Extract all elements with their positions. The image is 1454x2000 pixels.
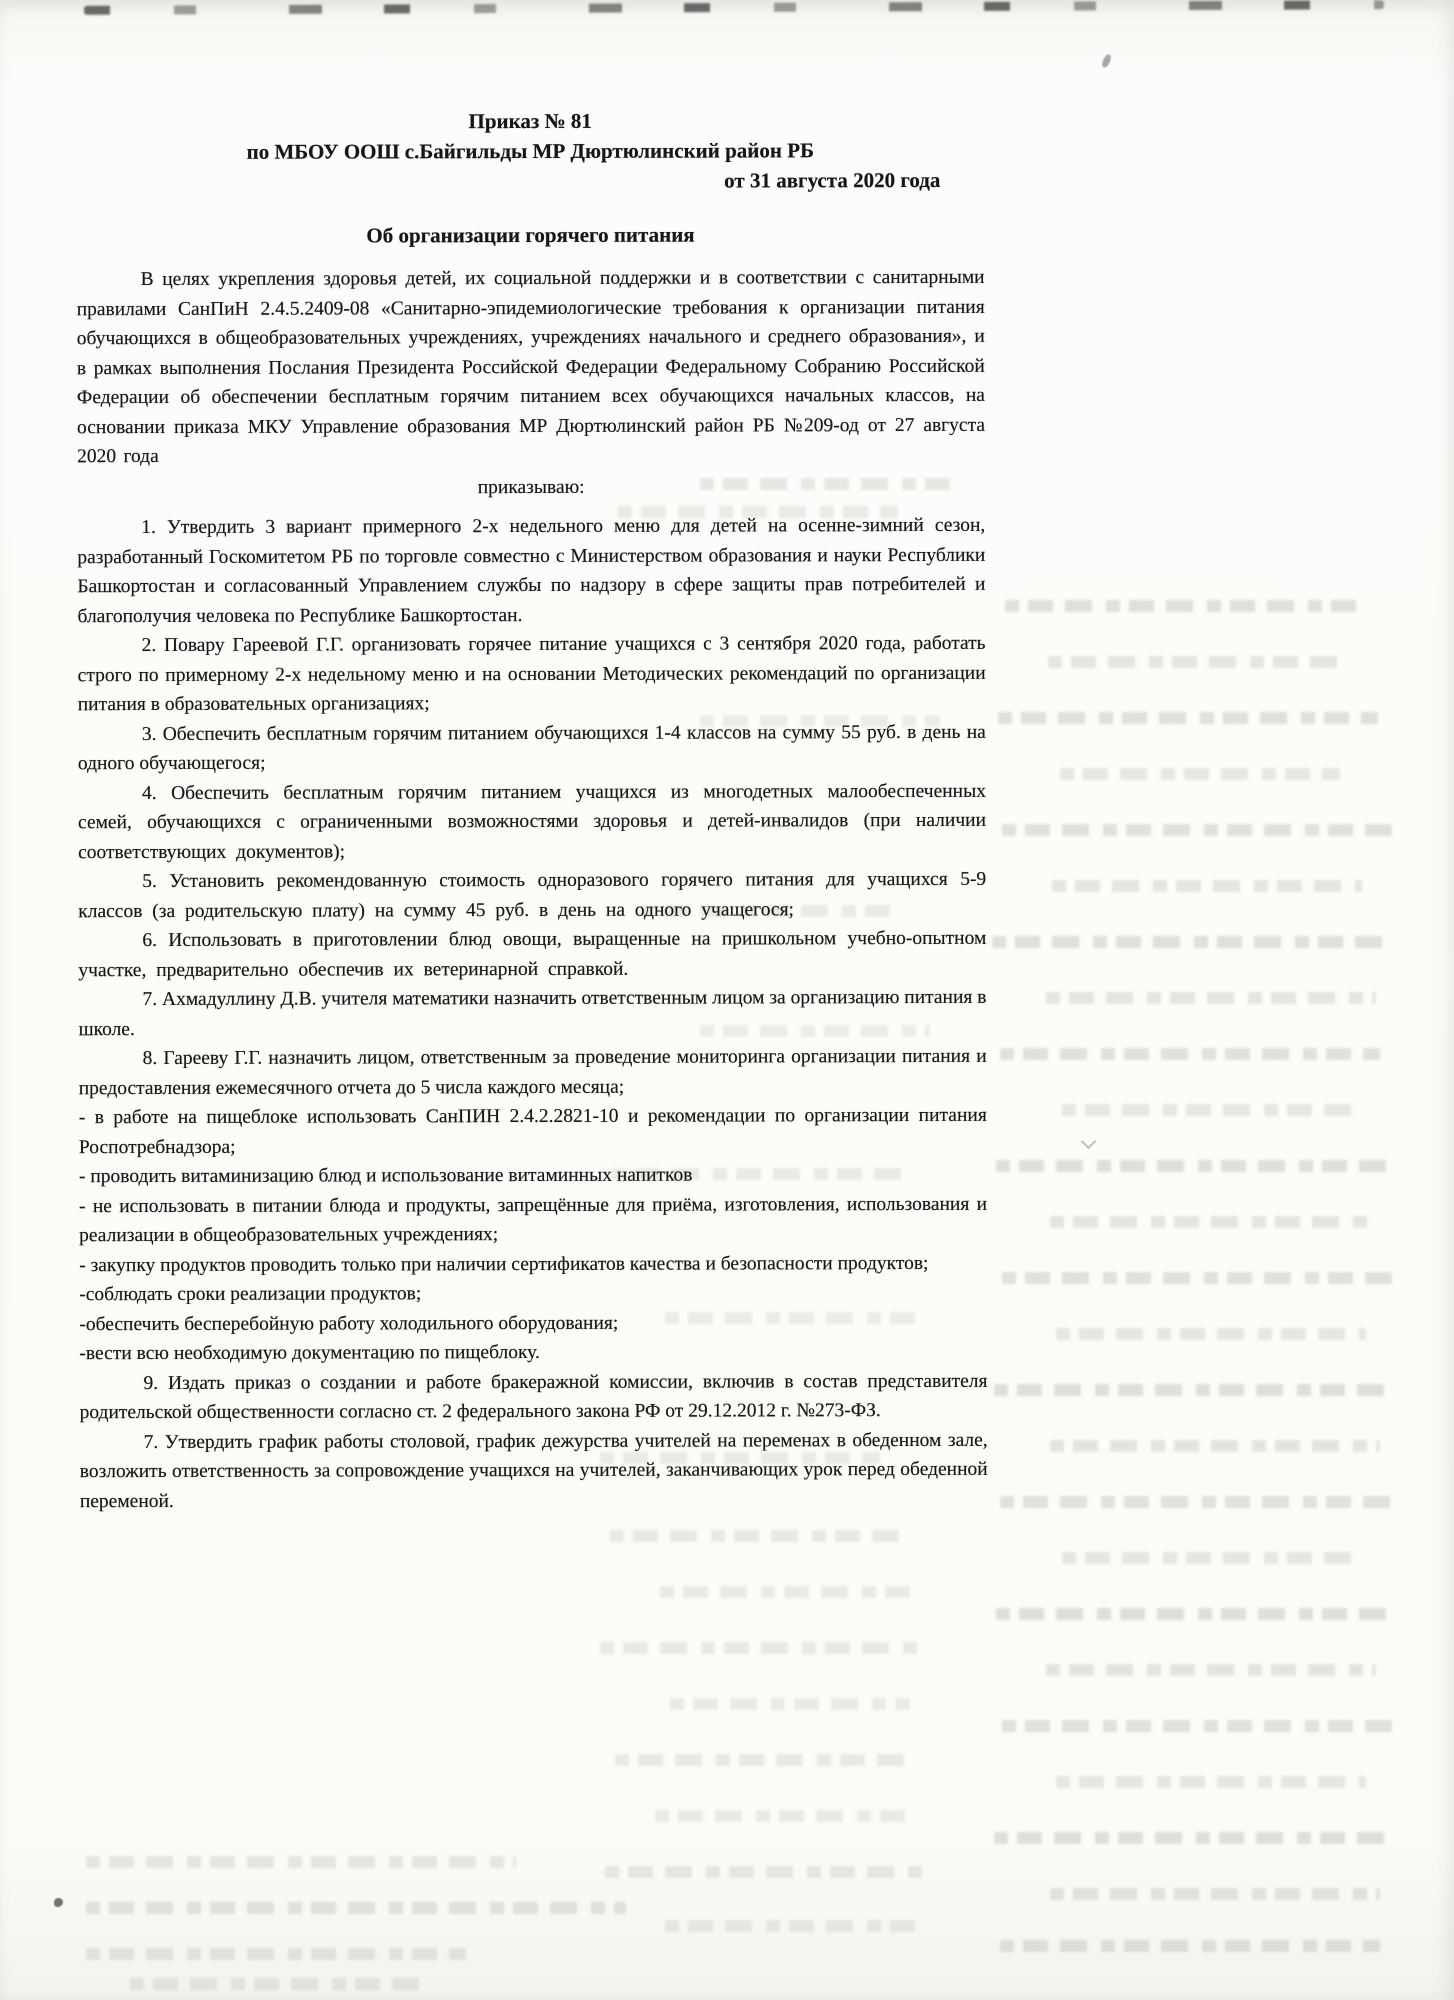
- intro-paragraph: В целях укрепления здоровья детей, их социальной поддержки и в соответствии с санитарными правилами СанПиН 2.4.5.2409-08 «Санитарно-эпидемиологические требования к организации питания обучающихся в общеобразовательных учреждениях, учреждениях начального и среднего образования», и в рамках выполнения Послания Президента Российской Федерации Федеральному Собранию Российской Федерации об обеспечении бесплатным горячим питанием всех обучающихся начальных классов, на основании приказа МКУ Управление образования МР Дюртюлинский район РБ №209-од от 27 августа 2020 года: [76, 266, 986, 468]
- document-organization: по МБОУ ООШ с.Байгильды МР Дюртюлинский район РБ: [246, 138, 814, 164]
- bleedthrough-line: [1046, 1664, 1376, 1676]
- order-paragraph: - не использовать в питании блюда и продукты, запрещённые для приёма, изготовления, использования и реализации в общеобразовательных учреждениях;: [79, 1193, 988, 1247]
- document-title: Приказ № 81: [468, 108, 592, 134]
- order-paragraph: 9. Издать приказ о создании и работе бракеражной комиссии, включив в состав представителя родительской общественности согласно ст. 2 федерального закона РФ от 29.12.2012 г. №273-ФЗ.: [79, 1370, 988, 1424]
- order-paragraph: - в работе на пищеблоке использовать СанПИН 2.4.2.2821-10 и рекомендации по организации питания Роспотребнадзора;: [78, 1104, 987, 1158]
- order-items: [77, 511, 988, 1516]
- bleedthrough-line: [994, 1384, 1394, 1396]
- order-paragraph: 1. Утвердить 3 вариант примерного 2-х недельного меню для детей на осенне-зимний сезон, разработанный Госкомитетом РБ по торговле совместно с Министерством образования и науки Республики Башкортостан и согласованный Управлением службы по надзору в сфере защиты прав потребителей и благополучия человека по Республике Башкортостан.: [77, 514, 986, 627]
- order-paragraph: -вести всю необходимую документацию по пищеблоку.: [79, 1341, 540, 1365]
- bleedthrough-line: [1005, 600, 1365, 612]
- order-paragraph: - закупку продуктов проводить только при наличии сертификатов качества и безопасности продуктов;: [79, 1252, 929, 1276]
- order-paragraph: -обеспечить бесперебойную работу холодильного оборудования;: [79, 1312, 619, 1335]
- document-date: от 31 августа 2020 года: [724, 167, 941, 193]
- bleedthrough-line: [996, 1608, 1396, 1620]
- order-paragraph: - проводить витаминизацию блюд и использование витаминных напитков: [78, 1164, 693, 1188]
- bleedthrough-line: [1046, 992, 1376, 1004]
- order-paragraph: 7. Ахмадуллину Д.В. учителя математики назначить ответственным лицом за организацию питания в школе.: [78, 986, 987, 1040]
- bleedthrough-line: [1050, 1888, 1380, 1900]
- bleedthrough-line: [610, 1530, 910, 1542]
- bleedthrough-line: [655, 1810, 915, 1822]
- bleedthrough-line: [996, 1160, 1396, 1172]
- bleedthrough-line: [86, 1902, 626, 1914]
- bleedthrough-line: [998, 712, 1378, 724]
- bleedthrough-line: [1048, 656, 1348, 668]
- bleedthrough-line: [1000, 1940, 1380, 1952]
- bleedthrough-line: [130, 1978, 430, 1990]
- bleedthrough-line: [1000, 1048, 1380, 1060]
- bleedthrough-line: [1050, 1440, 1380, 1452]
- bleedthrough-line: [605, 1866, 925, 1878]
- bleedthrough-line: [1000, 1496, 1395, 1508]
- order-paragraph: 2. Повару Гареевой Г.Г. организовать горячее питание учащихся с 3 сентября 2020 года, работать строго по примерному 2-х недельному меню и на основании Методических рекомендаций по организации питания в образовательных организациях;: [77, 632, 986, 716]
- bleedthrough-line: [660, 1586, 920, 1598]
- bleedthrough-line: [1060, 768, 1340, 780]
- order-paragraph: 7. Утвердить график работы столовой, график дежурства учителей на переменах в обеденном зале, возложить ответственность за сопровождение учащихся на учителей, заканчивающих урок перед обеденной переменой.: [79, 1429, 988, 1512]
- order-paragraph: 8. Гарееву Г.Г. назначить лицом, ответственным за проведение мониторинга организации питания и предоставления ежемесячного отчета до 5 числа каждого месяца;: [78, 1045, 987, 1099]
- scanner-edge-artifact: [84, 0, 1384, 15]
- order-paragraph: 4. Обеспечить бесплатным горячим питанием учащихся из многодетных малообеспеченных семей, обучающихся с ограниченными возможностями здоровья и детей-инвалидов (при наличии соответствующих документов);: [78, 780, 987, 863]
- bleedthrough-line: [1052, 880, 1362, 892]
- bleedthrough-line: [1056, 1776, 1366, 1788]
- bleedthrough-line: [1002, 824, 1392, 836]
- order-paragraph: 6. Использовать в приготовлении блюд овощи, выращенные на пришкольном учебно-опытном участке, предварительно обеспечив их ветеринарной справкой.: [78, 927, 987, 981]
- bleedthrough-line: [1062, 1552, 1362, 1564]
- order-paragraph: 5. Установить рекомендованную стоимость одноразового горячего питания для учащихся 5-9 классов (за родительскую плату) на сумму 45 руб. в день на одного учащегося;: [78, 868, 987, 922]
- bleedthrough-line: [665, 1920, 925, 1932]
- bleedthrough-line: [1062, 1104, 1362, 1116]
- bleedthrough-line: [615, 1754, 915, 1766]
- bleedthrough-line: [86, 1856, 516, 1868]
- bleedthrough-line: [992, 936, 1392, 948]
- order-paragraph: 3. Обеспечить бесплатным горячим питанием обучающихся 1-4 классов на сумму 55 руб. в день на одного обучающегося;: [77, 721, 986, 775]
- bleedthrough-line: [670, 1698, 910, 1710]
- bleedthrough-line: [1056, 1328, 1366, 1340]
- ink-speck: [1081, 1134, 1097, 1150]
- bleedthrough-line: [1002, 1720, 1392, 1732]
- bleedthrough-line: [994, 1832, 1394, 1844]
- bleedthrough-line: [1050, 1216, 1370, 1228]
- ink-speck: [54, 1898, 63, 1907]
- bleedthrough-line: [600, 1642, 920, 1654]
- bleedthrough-line: [86, 1948, 466, 1960]
- document-content: [76, 105, 988, 1516]
- decree-word: приказываю:: [477, 476, 585, 498]
- document-subject: Об организации горячего питания: [366, 222, 695, 248]
- order-paragraph: -соблюдать сроки реализации продуктов;: [79, 1283, 422, 1306]
- bleedthrough-line: [1002, 1272, 1392, 1284]
- ink-speck: [1101, 53, 1112, 68]
